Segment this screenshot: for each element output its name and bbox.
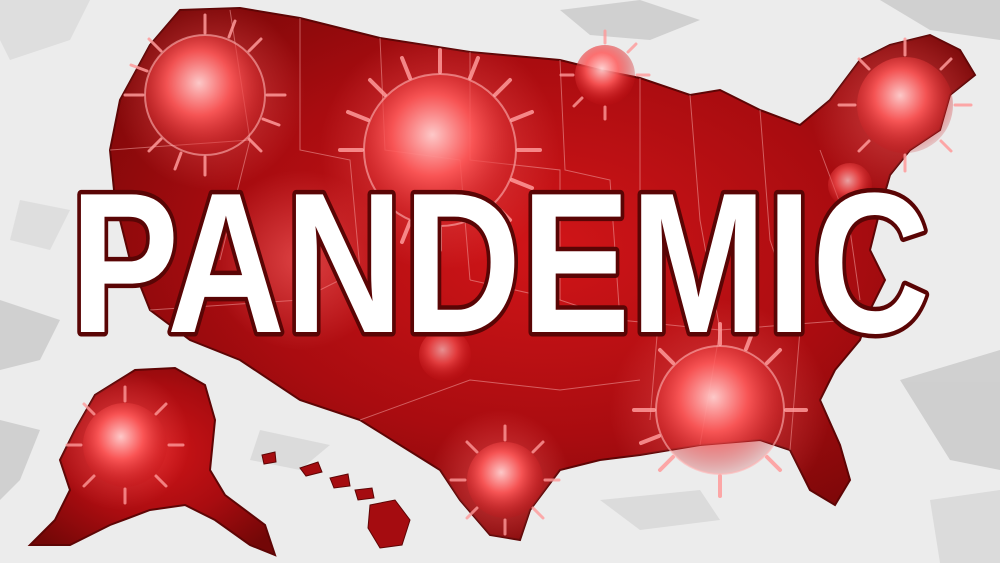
virus-particle-1	[125, 15, 285, 175]
headline-lettering	[50, 160, 950, 370]
headline-text: PANDEMIC	[70, 160, 930, 370]
headline	[0, 160, 1000, 370]
virus-particle-6	[451, 426, 559, 534]
virus-particle-7	[67, 387, 183, 503]
virus-particle-3	[839, 39, 971, 171]
